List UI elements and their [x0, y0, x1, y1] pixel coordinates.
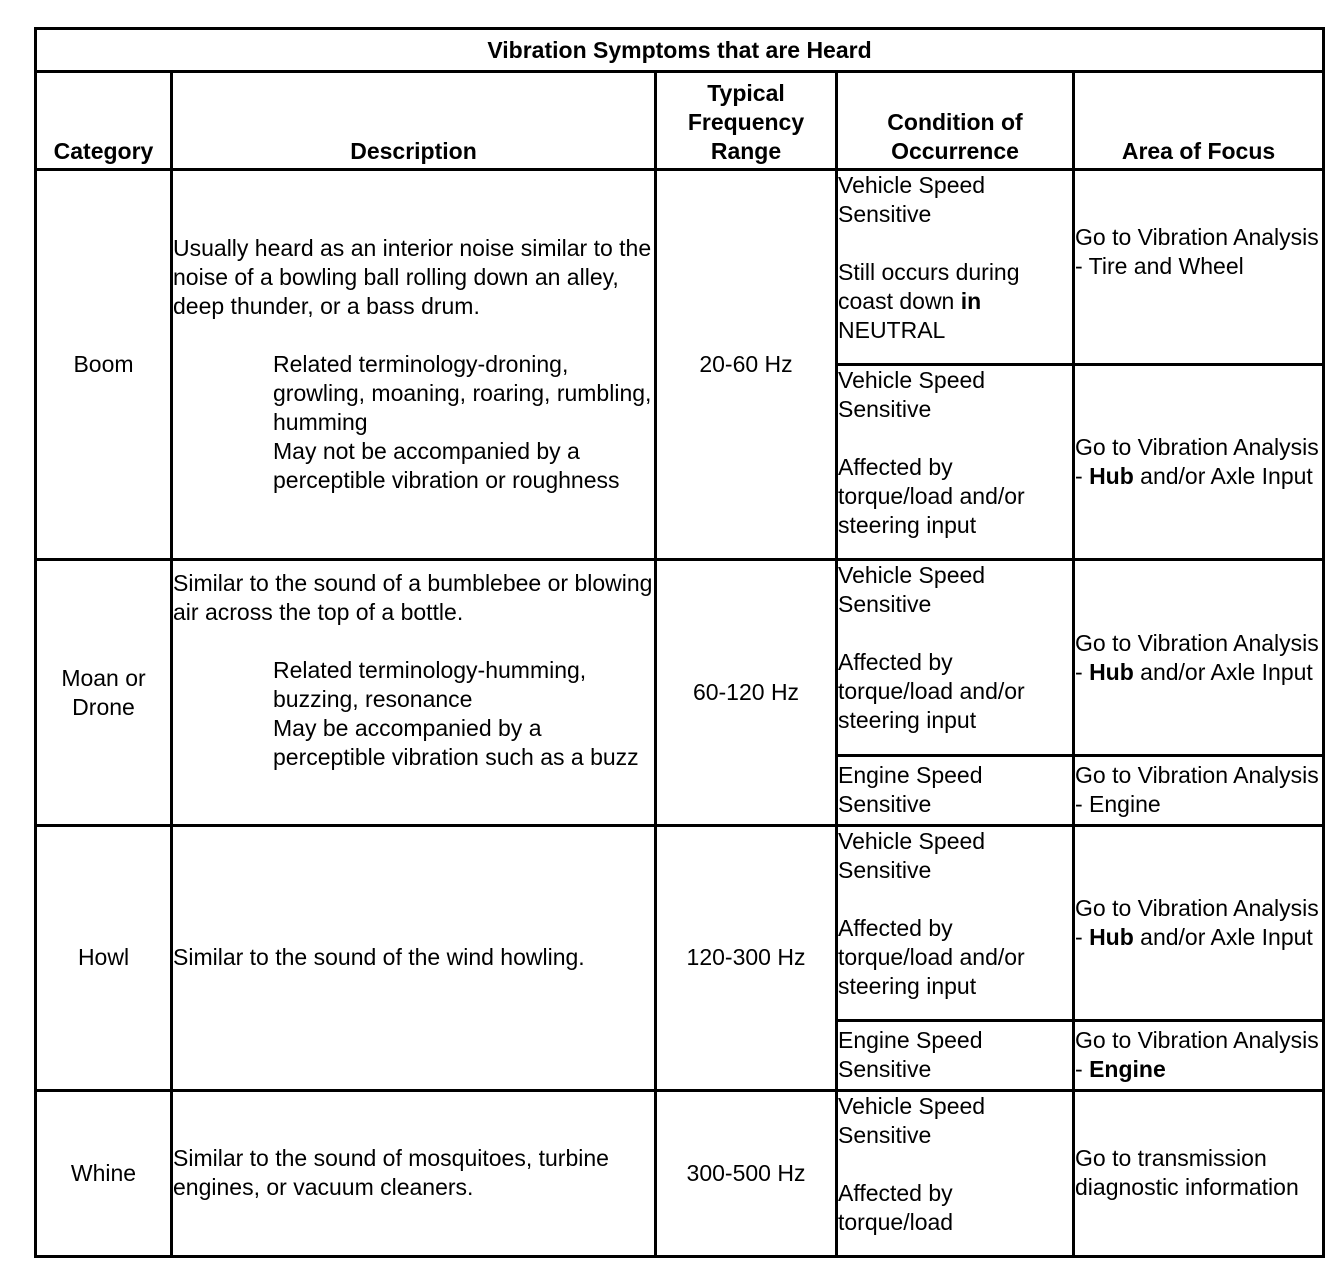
frequency-cell: 60-120 Hz	[656, 560, 837, 825]
description-note: May be accompanied by a perceptible vibration such as a buzz	[273, 715, 639, 771]
header-row	[36, 72, 1324, 170]
frequency-cell: 300-500 Hz	[656, 1090, 837, 1256]
condition-cell	[837, 365, 1074, 560]
category-cell: Boom	[36, 170, 172, 560]
condition-cell: Engine Speed Sensitive	[837, 755, 1074, 825]
condition-text: Affected by torque/load and/or steering input	[838, 914, 1025, 999]
focus-cell: Go to Vibration Analysis - Engine	[1074, 1020, 1324, 1090]
table-title: Vibration Symptoms that are Heard	[36, 29, 1324, 72]
focus-cell: Go to Vibration Analysis - Hub and/or Axle Input	[1074, 825, 1324, 1020]
header-focus: Area of Focus	[1074, 72, 1324, 170]
header-condition-line2: Occurrence	[891, 138, 1019, 165]
condition-cell	[837, 825, 1074, 1020]
header-condition	[837, 72, 1074, 170]
related-terminology: Related terminology-humming, buzzing, resonance	[273, 657, 587, 713]
category-cell: Howl	[36, 825, 172, 1090]
condition-text: Vehicle Speed Sensitive	[838, 172, 986, 228]
header-description: Description	[172, 72, 656, 170]
description-cell: Similar to the sound of mosquitoes, turbine engines, or vacuum cleaners.	[172, 1090, 656, 1256]
description-note: May not be accompanied by a perceptible vibration or roughness	[273, 438, 620, 494]
condition-text: Affected by torque/load	[838, 1179, 954, 1235]
description-text: Usually heard as an interior noise similar to the noise of a bowling ball rolling down an alley, deep thunder, or a bass drum.	[173, 235, 652, 320]
focus-cell: Go to Vibration Analysis - Tire and Wheel	[1074, 170, 1324, 365]
table-row	[36, 170, 1324, 365]
header-frequency-line2: Frequency	[687, 109, 805, 136]
related-terminology: Related terminology-droning, growling, moaning, roaring, rumbling, humming	[273, 351, 652, 436]
condition-text: Still occurs during coast down in NEUTRAL	[838, 259, 1020, 344]
table-row	[36, 1090, 1324, 1256]
condition-text: Affected by torque/load and/or steering input	[838, 649, 1025, 734]
table-row	[36, 560, 1324, 755]
category-cell: Moan or Drone	[36, 560, 172, 825]
condition-cell: Engine Speed Sensitive	[837, 1020, 1074, 1090]
frequency-cell: 20-60 Hz	[656, 170, 837, 560]
condition-text: Vehicle Speed Sensitive	[838, 827, 986, 883]
focus-cell: Go to Vibration Analysis - Hub and/or Axle Input	[1074, 560, 1324, 755]
description-text: Similar to the sound of a bumblebee or blowing air across the top of a bottle.	[173, 570, 653, 626]
header-frequency-line1: Typical	[707, 80, 785, 107]
category-cell: Whine	[36, 1090, 172, 1256]
description-cell: Similar to the sound of the wind howling.	[172, 825, 656, 1090]
description-cell	[172, 170, 656, 560]
header-condition-line1: Condition of	[887, 109, 1023, 136]
condition-cell	[837, 170, 1074, 365]
header-frequency	[656, 72, 837, 170]
focus-cell: Go to Vibration Analysis - Hub and/or Axle Input	[1074, 365, 1324, 560]
condition-cell	[837, 1090, 1074, 1256]
description-cell	[172, 560, 656, 825]
header-category: Category	[36, 72, 172, 170]
focus-cell: Go to transmission diagnostic information	[1074, 1090, 1324, 1256]
condition-text: Vehicle Speed Sensitive	[838, 367, 986, 423]
header-frequency-line3: Range	[710, 138, 782, 165]
vibration-symptoms-table	[34, 27, 1325, 1258]
focus-cell: Go to Vibration Analysis - Engine	[1074, 755, 1324, 825]
frequency-cell: 120-300 Hz	[656, 825, 837, 1090]
table-row	[36, 825, 1324, 1020]
condition-text: Affected by torque/load and/or steering input	[838, 454, 1025, 539]
condition-cell	[837, 560, 1074, 755]
condition-text: Vehicle Speed Sensitive	[838, 1092, 986, 1148]
condition-text: Vehicle Speed Sensitive	[838, 562, 986, 618]
